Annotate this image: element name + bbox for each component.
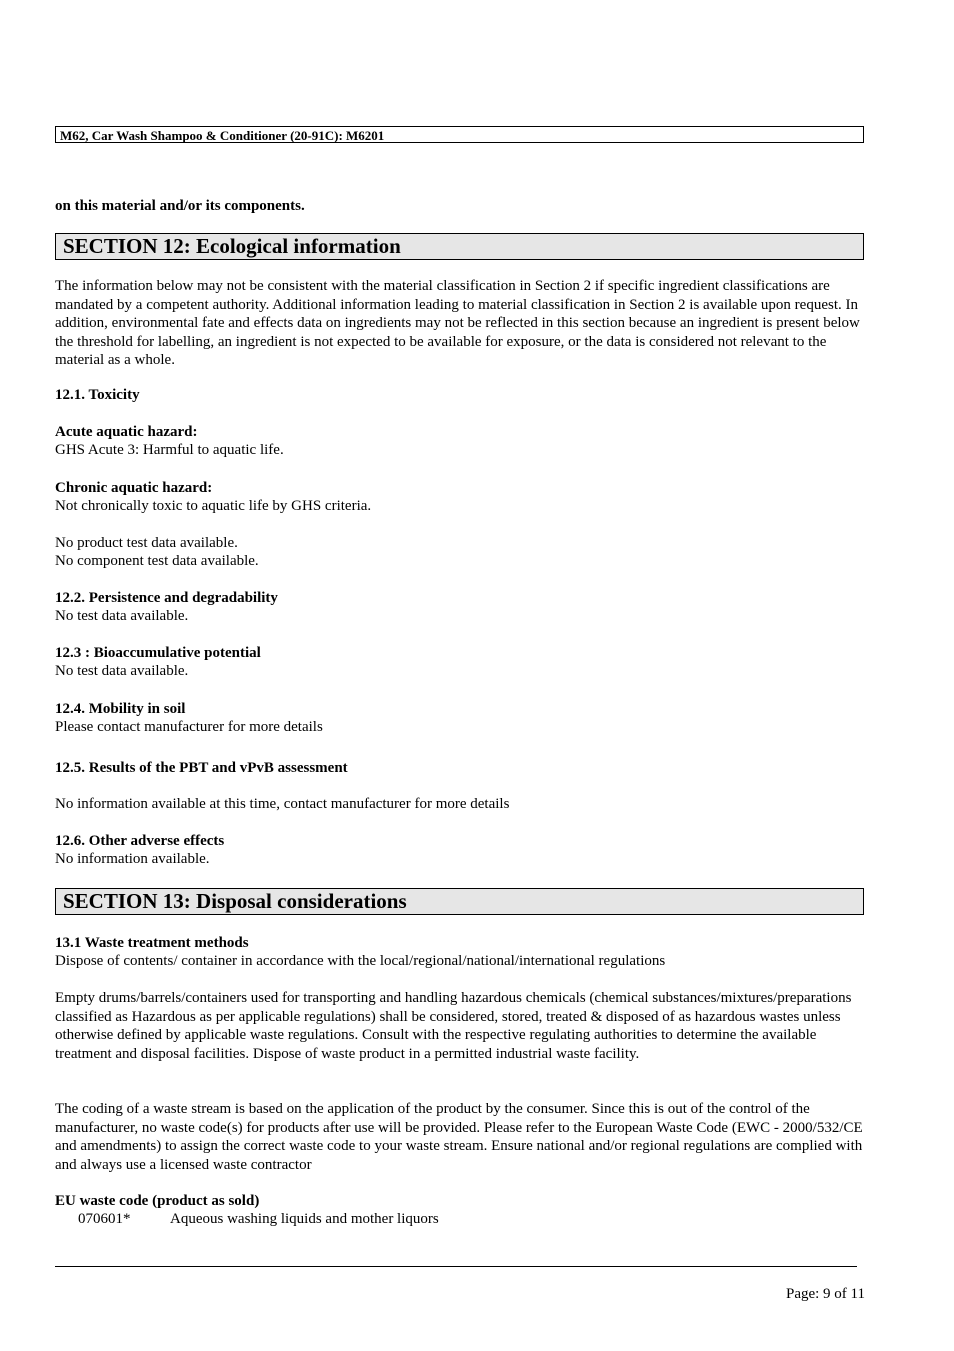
section-12-intro: The information below may not be consistent with the material classification in Section 2 if specific ingredient classifications are mandated by a competent authority. Additional information leading to material classification in Section 2 is available upon request. In addition, environmental fate and effects data on ingredients may not be reflected in this section because an ingredient is present below the threshold for labelling, an ingredient is not expected to be available for exposure, or the data is considered not relevant to the material as a whole. [55, 278, 860, 368]
mobility-text: Please contact manufacturer for more details [55, 719, 323, 735]
waste-treatment-text: Dispose of contents/ container in accordance with the local/regional/national/international regulations [55, 953, 666, 969]
other-effects-text: No information available. [55, 851, 210, 867]
waste-treatment-heading: 13.1 Waste treatment methods [55, 935, 249, 951]
continuation-text: on this material and/or its components. [55, 198, 305, 214]
pbt-text: No information available at this time, contact manufacturer for more details [55, 796, 510, 812]
footer-divider [55, 1266, 857, 1267]
eu-waste-code: 070601* [78, 1211, 131, 1227]
section-13-title: SECTION 13: Disposal considerations [55, 888, 864, 915]
chronic-hazard-heading: Chronic aquatic hazard: [55, 480, 213, 496]
acute-hazard-text: GHS Acute 3: Harmful to aquatic life. [55, 442, 284, 458]
persistence-text: No test data available. [55, 608, 189, 624]
document-header: M62, Car Wash Shampoo & Conditioner (20-91C): M6201 [55, 126, 864, 143]
toxicity-heading: 12.1. Toxicity [55, 387, 140, 403]
eu-waste-code-heading: EU waste code (product as sold) [55, 1193, 260, 1209]
waste-coding-paragraph: The coding of a waste stream is based on the application of the product by the consumer. Since this is out of the control of the manufacturer, no waste code(s) for products after use will be provided. Please refer to the European Waste Code (EWC - 2000/532/CE and amendments) to assign the correct waste code to your waste stream. Ensure national and/or regional regulations are complied with and always use a licensed waste contractor [55, 1101, 863, 1173]
other-effects-heading: 12.6. Other adverse effects [55, 833, 225, 849]
bioaccumulative-heading: 12.3 : Bioaccumulative potential [55, 645, 261, 661]
pbt-heading: 12.5. Results of the PBT and vPvB assessment [55, 760, 348, 776]
persistence-heading: 12.2. Persistence and degradability [55, 590, 278, 606]
section-12-title: SECTION 12: Ecological information [55, 233, 864, 260]
page-number: Page: 9 of 11 [785, 1286, 865, 1302]
eu-waste-code-description: Aqueous washing liquids and mother liquors [170, 1211, 439, 1227]
chronic-hazard-text: Not chronically toxic to aquatic life by GHS criteria. [55, 498, 372, 514]
empty-drums-paragraph: Empty drums/barrels/containers used for transporting and handling hazardous chemicals (chemical substances/mixtures/preparations classified as Hazardous as per applicable regulations) shall be considered, stored, treated & disposed of as hazardous wastes unless otherwise defined by applicable waste regulations. Consult with the respective regulating authorities to determine the available treatment and disposal facilities. Dispose of waste product in a permitted industrial waste facility. [55, 990, 852, 1062]
no-product-data: No product test data available. [55, 535, 238, 551]
bioaccumulative-text: No test data available. [55, 663, 189, 679]
no-component-data: No component test data available. [55, 553, 259, 569]
mobility-heading: 12.4. Mobility in soil [55, 701, 186, 717]
acute-hazard-heading: Acute aquatic hazard: [55, 424, 198, 440]
